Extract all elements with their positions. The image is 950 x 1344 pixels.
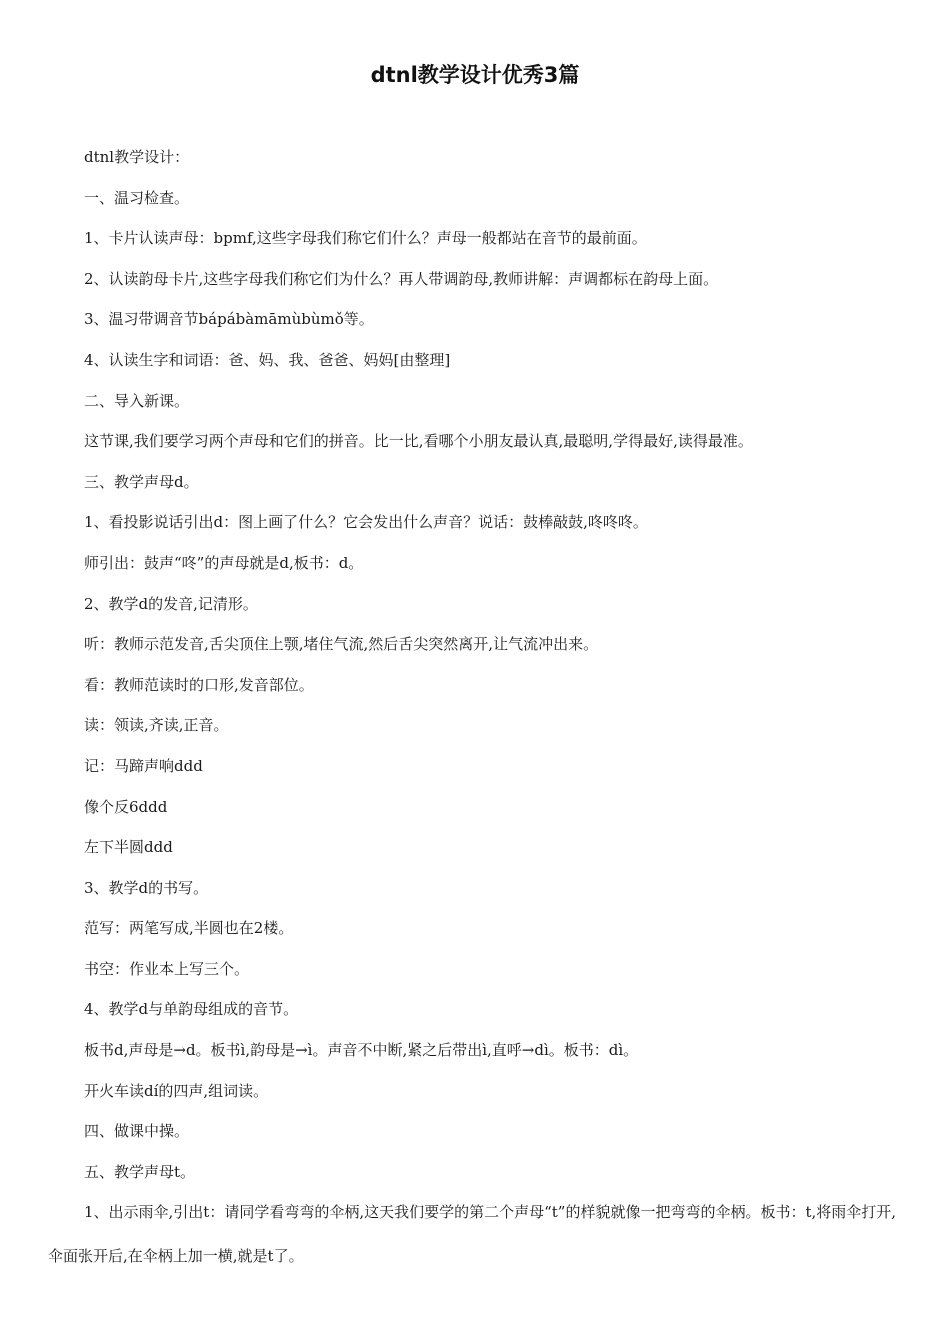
paragraph: 开火车读dí的四声,组词读。 bbox=[84, 1081, 269, 1100]
paragraph: 看：教师范读时的口形,发音部位。 bbox=[84, 675, 314, 694]
paragraph: 这节课,我们要学习两个声母和它们的拼音。比一比,看哪个小朋友最认真,最聪明,学得最好,读得最准。 bbox=[84, 432, 753, 451]
section-heading: 二、导入新课。 bbox=[84, 391, 190, 410]
paragraph: 3、温习带调音节bápábàmāmùbùmǒ等。 bbox=[84, 310, 374, 329]
paragraph: 左下半圆ddd bbox=[84, 838, 173, 857]
paragraph: 3、教学d的书写。 bbox=[84, 878, 209, 897]
document-body bbox=[48, 137, 910, 1278]
section-heading: 四、做课中操。 bbox=[84, 1122, 190, 1141]
document-title: dtnl教学设计优秀3篇 bbox=[370, 63, 580, 87]
paragraph: 1、出示雨伞,引出t：请同学看弯弯的伞柄,这天我们要学的第二个声母“t”的样貌就像一把弯弯的伞柄。板书：t,将雨伞打开,伞面张开后,在伞柄上加一横,就是t了。 bbox=[48, 1203, 897, 1266]
paragraph: 书空：作业本上写三个。 bbox=[84, 959, 250, 978]
paragraph: 1、卡片认读声母：bpmf,这些字母我们称它们什么？声母一般都站在音节的最前面。 bbox=[84, 229, 647, 248]
paragraph: 读：领读,齐读,正音。 bbox=[84, 716, 229, 735]
paragraph: 听：教师示范发音,舌尖顶住上颚,堵住气流,然后舌尖突然离开,让气流冲出来。 bbox=[84, 635, 599, 654]
section-heading: 三、教学声母d。 bbox=[84, 472, 199, 491]
paragraph: 1、看投影说话引出d：图上画了什么？它会发出什么声音？说话：鼓棒敲鼓,咚咚咚。 bbox=[84, 513, 648, 532]
paragraph: 2、教学d的发音,记清形。 bbox=[84, 594, 258, 613]
paragraph: 像个反6ddd bbox=[84, 797, 168, 816]
paragraph: 2、认读韵母卡片,这些字母我们称它们为什么？再人带调韵母,教师讲解：声调都标在韵母上面。 bbox=[84, 269, 719, 288]
section-heading: 五、教学声母t。 bbox=[84, 1162, 196, 1181]
paragraph: dtnl教学设计： bbox=[84, 148, 190, 166]
paragraph: 记：马蹄声响ddd bbox=[84, 756, 203, 775]
paragraph: 师引出：鼓声“咚”的声母就是d,板书：d。 bbox=[84, 553, 364, 572]
paragraph: 板书d,声母是→d。板书ì,韵母是→ì。声音不中断,紧之后带出ì,直呼→dì。板书：dì。 bbox=[84, 1041, 639, 1060]
paragraph: 4、教学d与单韵母组成的音节。 bbox=[84, 1000, 299, 1019]
paragraph: 4、认读生字和词语：爸、妈、我、爸爸、妈妈[由整理] bbox=[84, 350, 451, 369]
paragraph: 范写：两笔写成,半圆也在2楼。 bbox=[84, 919, 294, 938]
section-heading: 一、温习检查。 bbox=[84, 188, 190, 207]
